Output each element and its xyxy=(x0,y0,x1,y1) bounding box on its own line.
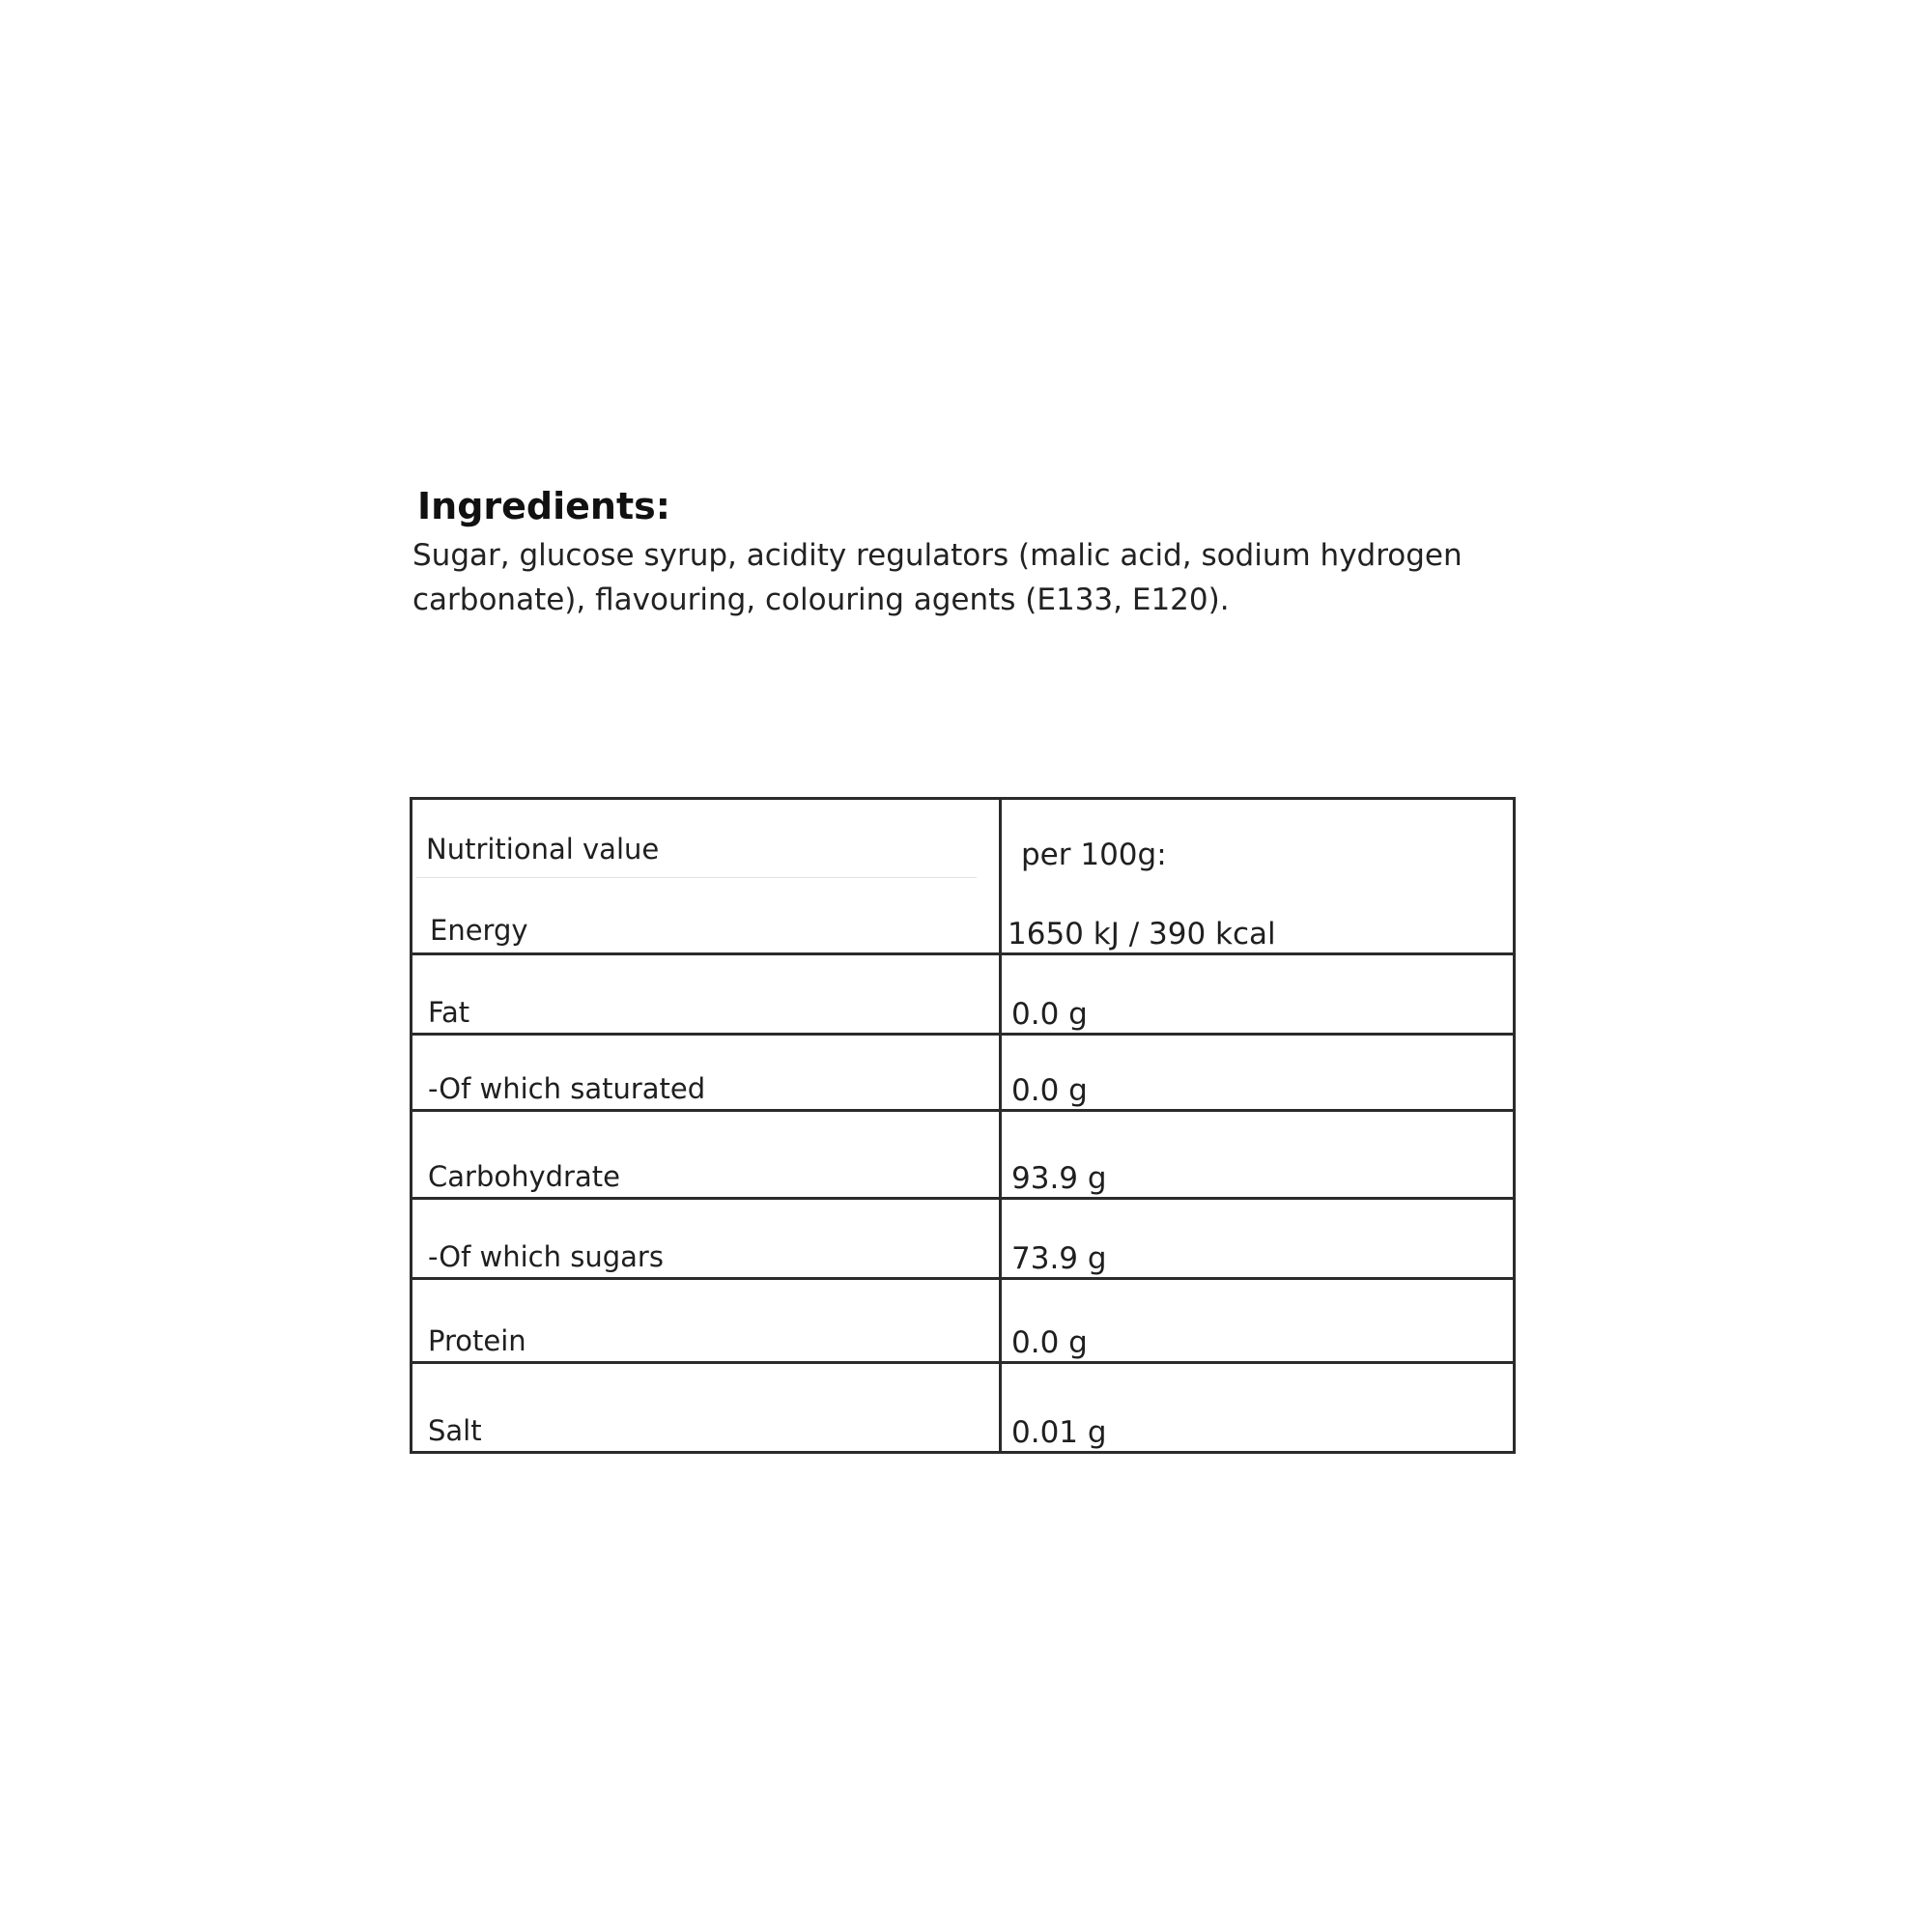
energy-value: 1650 kJ / 390 kcal xyxy=(1008,917,1276,952)
ingredients-text: Sugar, glucose syrup, acidity regulators (malic acid, sodium hydrogen carbonate), flavouring, colouring agents (E133, E120). xyxy=(412,538,1463,617)
salt-label: Salt xyxy=(412,1363,1001,1453)
table-row-carbohydrate xyxy=(412,1111,1515,1199)
per-100g-header: per 100g: xyxy=(1021,838,1167,872)
protein-label: Protein xyxy=(412,1279,1001,1363)
header-value-cell xyxy=(1001,799,1515,954)
carbohydrate-value: 93.9 g xyxy=(1001,1111,1515,1199)
ingredients-heading: Ingredients: xyxy=(417,485,670,527)
salt-value: 0.01 g xyxy=(1001,1363,1515,1453)
sugars-value: 73.9 g xyxy=(1001,1199,1515,1279)
table-row-fat xyxy=(412,954,1515,1035)
nutrition-table xyxy=(410,797,1516,1454)
carbohydrate-label: Carbohydrate xyxy=(412,1111,1001,1199)
table-row-energy xyxy=(412,799,1515,954)
table-row-saturated xyxy=(412,1035,1515,1111)
saturated-label: -Of which saturated xyxy=(412,1035,1001,1111)
table-row-sugars xyxy=(412,1199,1515,1279)
energy-label: Energy xyxy=(430,914,528,947)
nutritional-value-header: Nutritional value xyxy=(426,833,660,866)
header-label-cell xyxy=(412,799,1001,954)
table-row-salt xyxy=(412,1363,1515,1453)
fat-value: 0.0 g xyxy=(1001,954,1515,1035)
protein-value: 0.0 g xyxy=(1001,1279,1515,1363)
saturated-value: 0.0 g xyxy=(1001,1035,1515,1111)
fat-label: Fat xyxy=(412,954,1001,1035)
header-divider xyxy=(416,877,977,878)
table-row-protein xyxy=(412,1279,1515,1363)
sugars-label: -Of which sugars xyxy=(412,1199,1001,1279)
